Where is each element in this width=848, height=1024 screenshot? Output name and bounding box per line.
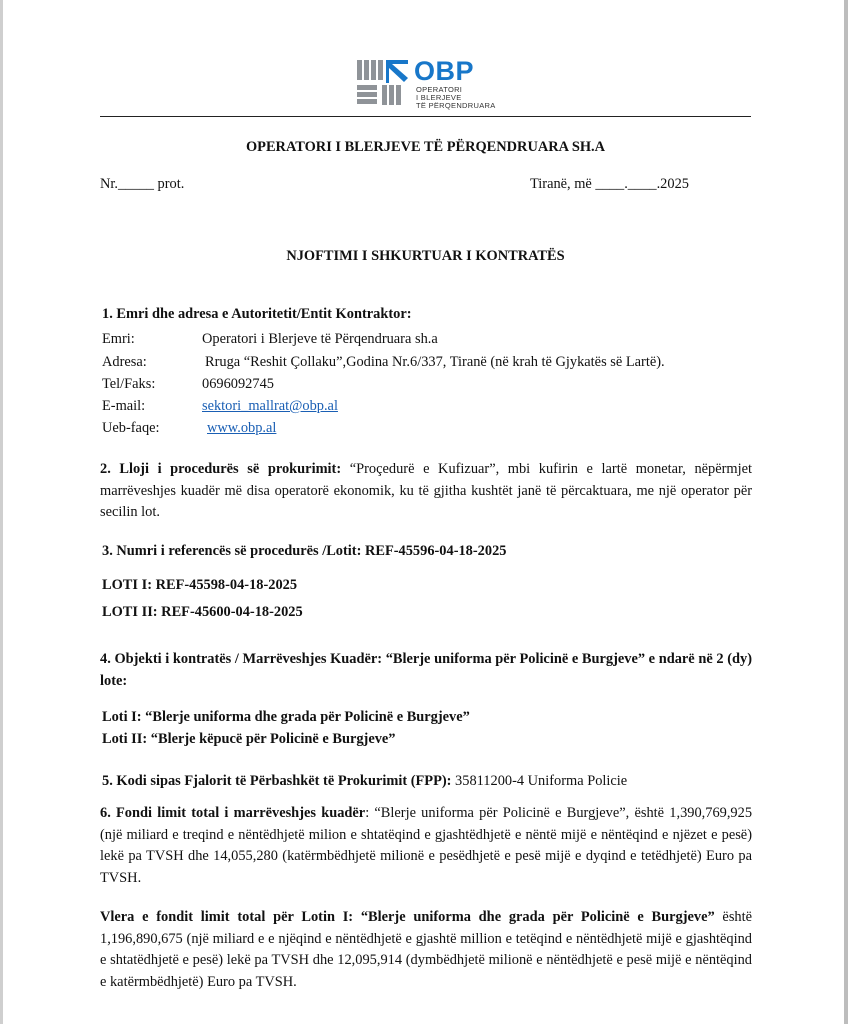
section-5-line <box>102 772 627 790</box>
emri-value: Operatori i Blerjeve të Përqendruara sh.a <box>202 331 438 347</box>
section-1-heading: 1. Emri dhe adresa e Autoritetit/Entit Kontraktor: <box>102 306 412 322</box>
header-rule <box>100 116 751 117</box>
section-6-paragraph <box>100 803 752 889</box>
protocol-number: Nr._____ prot. <box>100 176 185 192</box>
tel-value: 0696092745 <box>202 376 274 392</box>
section-3-lot-2: LOTI II: REF-45600-04-18-2025 <box>102 604 303 620</box>
obp-logo <box>352 56 512 112</box>
notice-title: NJOFTIMI I SHKURTUAR I KONTRATËS <box>286 248 565 264</box>
page-frame-left <box>0 0 3 1024</box>
section-2-heading: 2. Lloji i procedurës së prokurimit: <box>100 461 342 477</box>
emri-label: Emri: <box>102 331 135 347</box>
section-2-text: “Proçedurë e Kufizuar”, mbi kufirin e lartë monetar, nëpërmjet marrëveshjes kuadër më disa operatorë ekonomik, ku të gjitha kushtët janë të përcaktuara, me një operator për secilin lot. <box>100 461 752 520</box>
section-4-lot-2: Loti II: “Blerje këpucë për Policinë e Burgjeve” <box>102 731 396 747</box>
tel-label: Tel/Faks: <box>102 376 156 392</box>
adresa-label: Adresa: <box>102 354 147 370</box>
lot-1-fund-heading: Vlera e fondit limit total për Lotin I: “Blerje uniforma dhe grada për Policinë e Burgjeve” <box>100 909 715 925</box>
logo-line-1: OPERATORI <box>416 85 463 94</box>
section-4-lot-1: Loti I: “Blerje uniforma dhe grada për Policinë e Burgjeve” <box>102 709 470 725</box>
email-link[interactable]: sektori_mallrat@obp.al <box>202 398 338 414</box>
obp-logo-mark-icon <box>352 56 410 110</box>
organization-title: OPERATORI I BLERJEVE TË PËRQENDRUARA SH.A <box>245 139 606 155</box>
section-6-heading: 6. Fondi limit total i marrëveshjes kuadër <box>100 805 366 821</box>
section-5-value: 35811200-4 Uniforma Policie <box>451 773 628 789</box>
logo-brand: OBP <box>414 56 475 86</box>
lot-1-fund-paragraph <box>100 907 752 993</box>
document-date: Tiranë, më ____.____.2025 <box>530 176 689 192</box>
section-6-text: është 1,390,769,925 (një miliard e treqind e nëntëdhjetë milion e shtatëqind e gjashtëdhjetë e nëntë mijë e nëntëqind e njëzet e pesë) lekë pa TVSH dhe 14,055,280 (katërmbëdhjetë milionë e pesëdhjetë e pesë mijë e dyqind e tetëdhjetë) Euro pa TVSH. <box>100 805 753 886</box>
section-3-lot-1: LOTI I: REF-45598-04-18-2025 <box>102 577 298 593</box>
section-4-heading: 4. Objekti i kontratës / Marrëveshjes Kuadër: “Blerje uniforma për Policinë e Burgjeve” e ndarë në 2 (dy) lote: <box>100 651 752 689</box>
section-3-heading: 3. Numri i referencës së procedurës /Lotit: REF-45596-04-18-2025 <box>102 543 507 559</box>
web-label: Ueb-faqe: <box>102 420 160 436</box>
website-link[interactable]: www.obp.al <box>207 420 277 436</box>
section-6-title: : “Blerje uniforma për Policinë e Burgjeve”, <box>365 805 630 821</box>
lot-1-fund-text: është 1,196,890,675 (një miliard e e njëqind e nëntëdhjetë e gjashtë million e tetëqind e nëntëdhjetë mijë e gjashtëqind e shtatëdhjetë e pesë) lekë pa TVSH dhe 12,095,914 (dymbëdhjetë milionë e nëntëdhjetë e pesë mijë e nëntëqind e katërmbëdhjetë) Euro pa TVSH. <box>100 909 752 990</box>
logo-line-2: I BLERJEVE <box>416 93 462 102</box>
section-5-heading: 5. Kodi sipas Fjalorit të Përbashkët të Prokurimit (FPP): <box>102 773 452 789</box>
page-frame-right <box>844 0 848 1024</box>
email-label: E-mail: <box>102 398 146 414</box>
logo-line-3: TË PËRQENDRUARA <box>416 101 496 110</box>
adresa-value: Rruga “Reshit Çollaku”,Godina Nr.6/337, Tiranë (në krah të Gjykatës së Lartë). <box>205 354 665 370</box>
section-2-paragraph <box>100 459 752 524</box>
